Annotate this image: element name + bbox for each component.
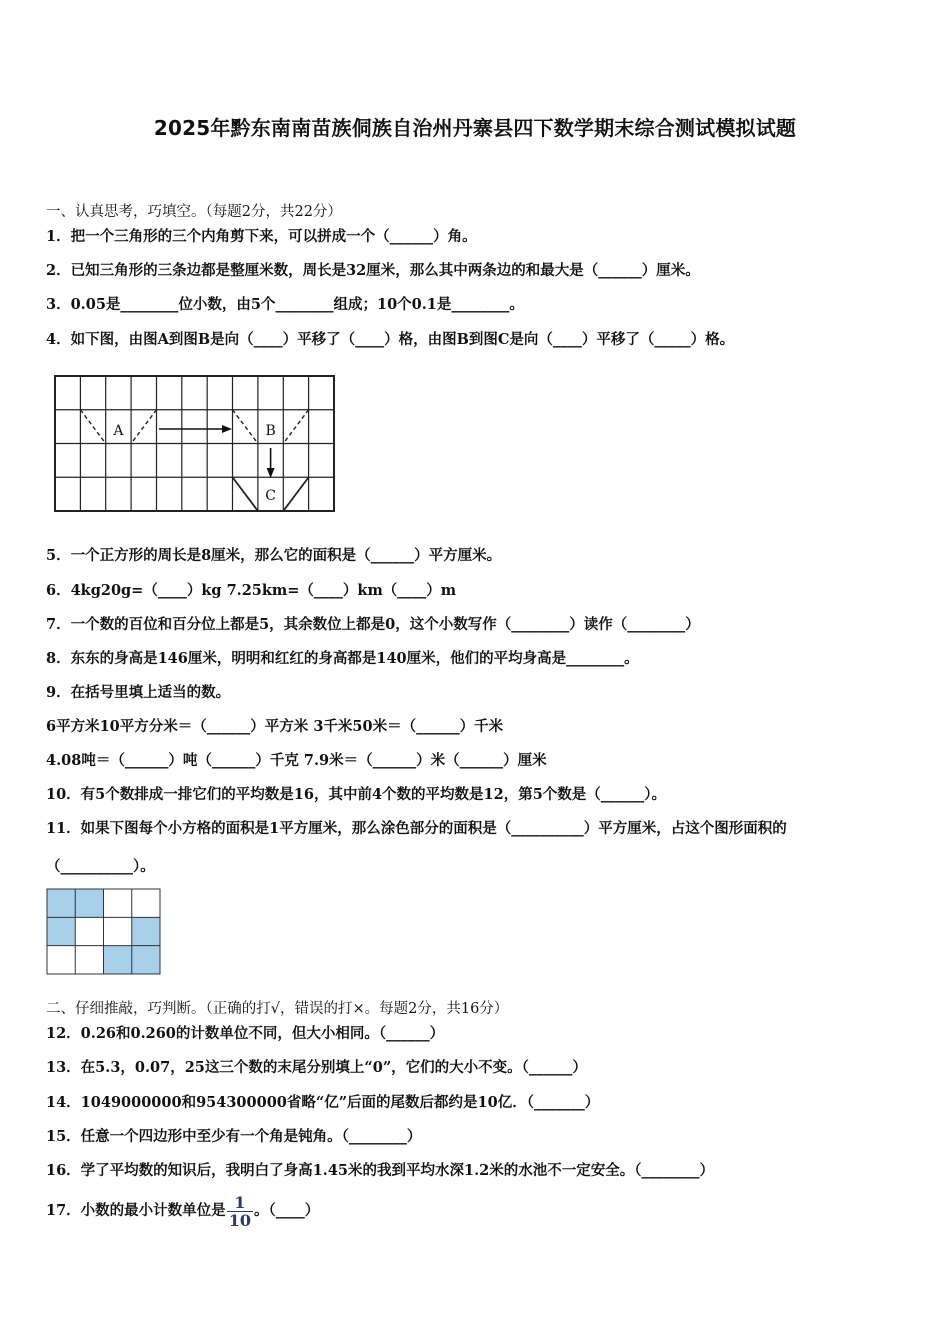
fraction-one-tenth [227, 1194, 253, 1229]
question-10: 10．有5个数排成一排它们的平均数是16，其中前4个数的平均数是12，第5个数是（______）。 [46, 786, 667, 803]
question-11-line-1: 11．如果下图每个小方格的面积是1平方厘米，那么涂色部分的面积是（__________）平方厘米，占这个图形面积的 [46, 820, 787, 837]
question-8: 8．东东的身高是146厘米，明明和红红的身高都是140厘米，他们的平均身高是________。 [46, 650, 639, 667]
question-7: 7．一个数的百位和百分位上都是5，其余数位上都是0，这个小数写作（________）读作（________） [46, 616, 700, 633]
question-5: 5．一个正方形的周长是8厘米，那么它的面积是（______）平方厘米。 [46, 547, 502, 564]
section-2-heading: 二、仔细推敲，巧判断。（正确的打√，错误的打×。每题2分，共16分） [46, 1001, 509, 1017]
page-title: 2025年黔东南南苗族侗族自治州丹寨县四下数学期末综合测试模拟试题 [153, 116, 797, 140]
question-9-part-a: 6平方米10平方分米＝（______）平方米 3千米50米＝（______）千米 [46, 718, 504, 735]
translation-grid-figure [52, 374, 338, 516]
question-4: 4．如下图，由图A到图B是向（____）平移了（____）格，由图B到图C是向（____）平移了（_____）格。 [46, 331, 735, 348]
question-14: 14．1049000000和954300000省略“亿”后面的尾数后都约是10亿．（_______） [46, 1094, 600, 1111]
question-12: 12．0.26和0.260的计数单位不同，但大小相同。（______） [46, 1025, 445, 1042]
question-6: 6．4kg20g=（____）kg 7.25km=（____）km（____）m [46, 582, 457, 599]
question-11-line-2: （__________）。 [46, 858, 155, 875]
question-1: 1．把一个三角形的三个内角剪下来，可以拼成一个（______）角。 [46, 228, 477, 245]
question-17 [46, 1193, 319, 1229]
question-3: 3．0.05是________位小数，由5个________组成；10个0.1是________。 [46, 296, 524, 313]
question-16: 16．学了平均数的知识后，我明白了身高1.45米的我到平均水深1.2米的水池不一定安全。（________） [46, 1162, 714, 1179]
question-17-prefix: 17．小数的最小计数单位是 [46, 1202, 226, 1219]
shaded-grid-figure [45, 887, 162, 976]
shape-c-label: C [265, 488, 276, 504]
question-13: 13．在5.3，0.07，25这三个数的末尾分别填上“0”，它们的大小不变。（______） [46, 1059, 587, 1076]
question-15: 15．任意一个四边形中至少有一个角是钝角。（________） [46, 1128, 422, 1145]
question-9-part-b: 4.08吨＝（______）吨（______）千克 7.9米＝（______）米（______）厘米 [46, 752, 547, 769]
question-9: 9．在括号里填上适当的数。 [46, 684, 231, 701]
question-17-suffix: 。（____） [253, 1202, 320, 1219]
section-1-heading: 一、认真思考，巧填空。（每题2分，共22分） [46, 204, 342, 220]
fraction-numerator: 1 [227, 1194, 253, 1212]
shape-a-label: A [113, 423, 124, 439]
fraction-denominator: 10 [228, 1210, 251, 1230]
shape-b-label: B [265, 423, 276, 439]
question-2: 2．已知三角形的三条边都是整厘米数，周长是32厘米，那么其中两条边的和最大是（______）厘米。 [46, 262, 700, 279]
